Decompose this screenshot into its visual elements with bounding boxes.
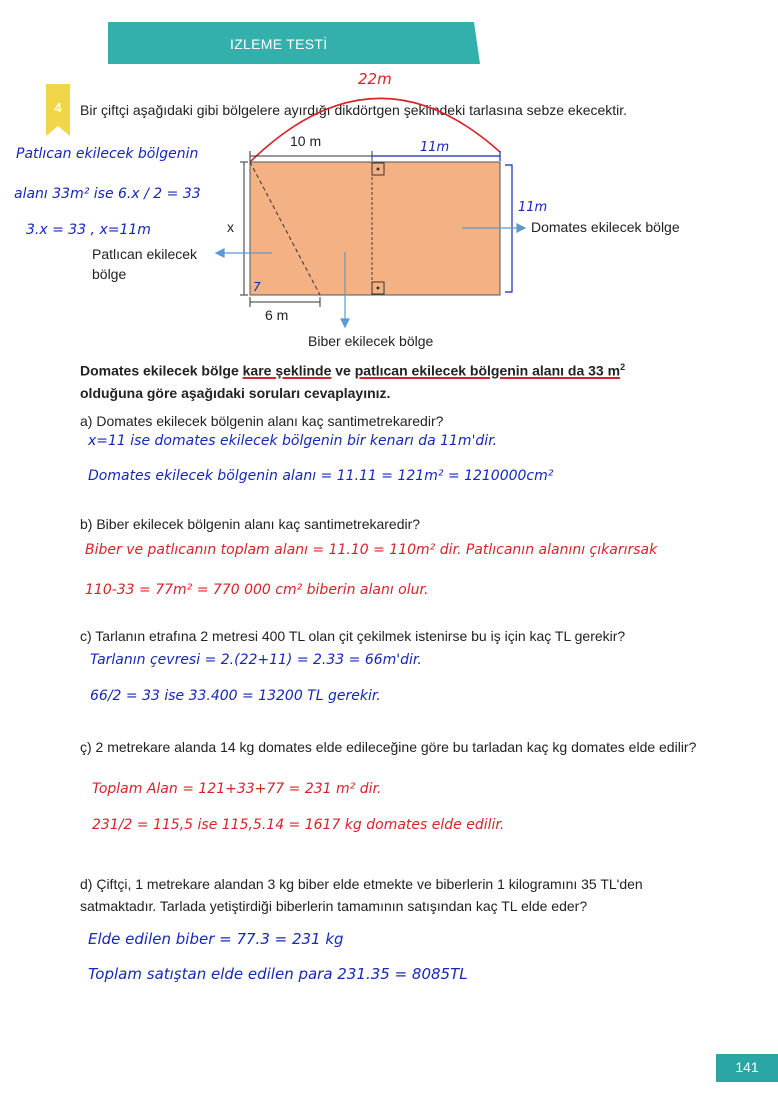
answer-c-line1: Tarlanın çevresi = 2.(22+11) = 2.33 = 66m'dir. — [90, 652, 422, 668]
field-diagram — [0, 60, 778, 360]
page-title: IZLEME TESTİ — [230, 36, 328, 52]
answer-a-line2: Domates ekilecek bölgenin alanı = 11.11 = 121m² = 1210000cm² — [88, 468, 554, 484]
answer-c-line2: 66/2 = 33 ise 33.400 = 13200 TL gerekir. — [90, 688, 381, 704]
answer-d-line2: Toplam satıştan elde edilen para 231.35 = 8085TL — [88, 965, 468, 983]
underline-square: kare şeklinde — [242, 362, 332, 379]
label-eggplant-region: Patlıcan ekilecek bölge — [92, 246, 198, 282]
handwritten-note-line2: alanı 33m² ise 6.x / 2 = 33 — [14, 186, 201, 202]
question-intro: Bir çiftçi aşağıdaki gibi bölgelere ayırdığı dikdörtgen şeklindeki tarlasına sebze ekecektir. — [80, 102, 628, 118]
answer-a-line1: x=11 ise domates ekilecek bölgenin bir kenarı da 11m'dir. — [88, 433, 498, 449]
answer-b-line1: Biber ve patlıcanın toplam alanı = 11.10 = 110m² dir. Patlıcanın alanını çıkarırsak — [85, 542, 658, 558]
handwritten-note-line1: Patlıcan ekilecek bölgenin — [16, 146, 199, 162]
label-bottom-width: 6 m — [265, 307, 289, 323]
question-c: c) Tarlanın etrafına 2 metresi 400 TL olan çit çekilmek istenirse bu iş için kaç TL gerekir? — [80, 628, 626, 644]
handwritten-right-top: 11m — [420, 140, 450, 155]
label-side-x: x — [227, 219, 234, 235]
answer-c-cedilla-line1: Toplam Alan = 121+33+77 = 231 m² dir. — [92, 781, 382, 797]
answer-c-cedilla-line2: 231/2 = 115,5 ise 115,5.14 = 1617 kg domates elde edilir. — [92, 817, 505, 833]
handwritten-seven: 7 — [253, 280, 261, 294]
handwritten-note-line3: 3.x = 33 , x=11m — [26, 222, 151, 238]
handwritten-total-length: 22m — [358, 70, 392, 88]
question-number: 4 — [54, 100, 62, 115]
underline-area: patlıcan ekilecek bölgenin alanı da 33 m — [354, 362, 621, 379]
label-tomato-region: Domates ekilecek bölge — [531, 219, 680, 235]
answer-b-line2: 110-33 = 77m² = 770 000 cm² biberin alanı olur. — [85, 582, 429, 598]
label-pepper-region: Biber ekilecek bölge — [308, 333, 434, 349]
question-c-cedilla: ç) 2 metrekare alanda 14 kg domates elde edileceğine göre bu tarladan kaç kg domates elde edilir? — [80, 739, 697, 755]
question-statement: Domates ekilecek bölge kare şeklinde ve patlıcan ekilecek bölgenin alanı da 33 $m^2$ olduğuna göre aşağıdaki soruları cevaplayınız. — [80, 362, 626, 401]
question-b: b) Biber ekilecek bölgenin alanı kaç santimetrekaredir? — [80, 516, 421, 532]
question-d: d) Çiftçi, 1 metrekare alandan 3 kg biber elde etmekte ve biberlerin 1 kilogramını 35 TL'den satmaktadır. Tarlada yetiştirdiği biberlerin tamamının satışından kaç TL elde eder? — [80, 876, 643, 914]
answer-d-line1: Elde edilen biber = 77.3 = 231 kg — [88, 930, 344, 948]
question-a: a) Domates ekilecek bölgenin alanı kaç santimetrekaredir? — [80, 413, 444, 429]
page-number: 141 — [735, 1059, 759, 1075]
label-top-width: 10 m — [290, 133, 322, 149]
total-length-arc — [250, 98, 500, 162]
handwritten-right-side: 11m — [518, 200, 548, 215]
